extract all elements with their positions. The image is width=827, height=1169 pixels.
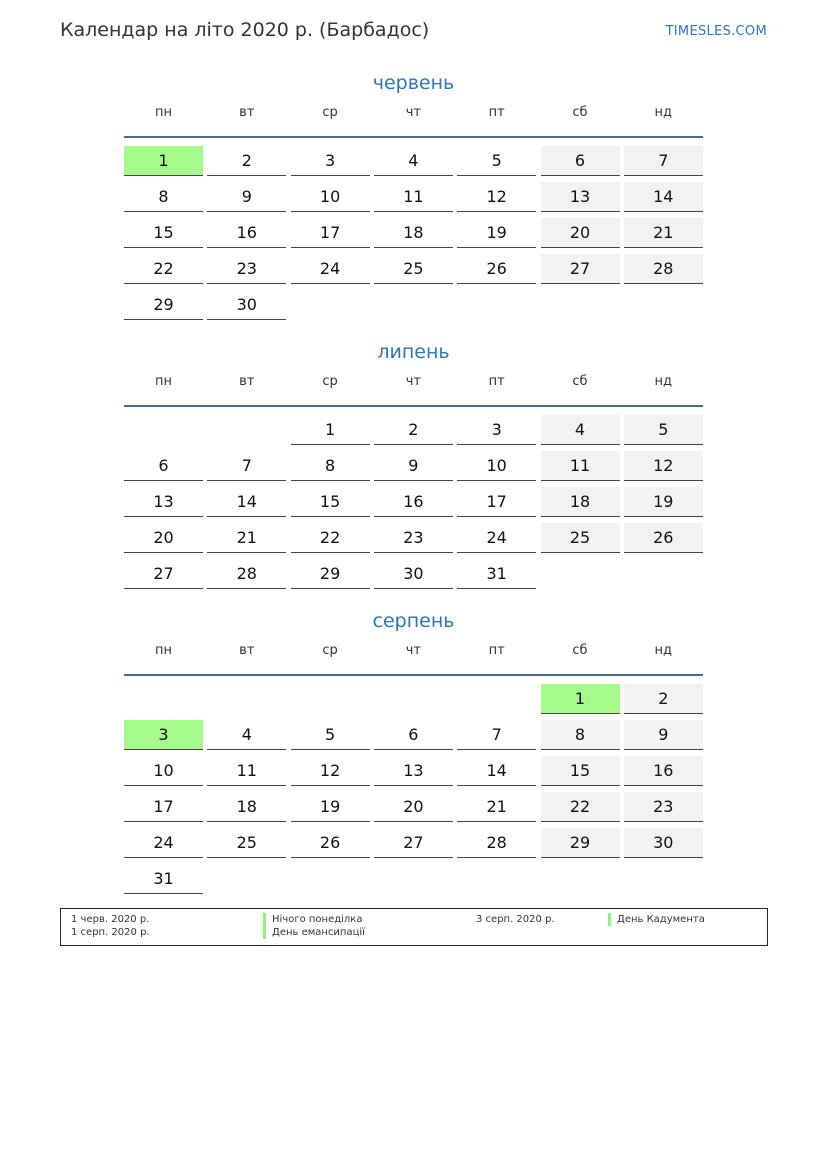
day-cell: 25 xyxy=(207,828,286,858)
day-cell: 5 xyxy=(457,146,536,176)
day-cell: 13 xyxy=(541,182,620,212)
weekday-label: вт xyxy=(239,374,255,389)
month-title: липень xyxy=(377,341,450,363)
day-cell: 18 xyxy=(207,792,286,822)
day-grid xyxy=(124,415,703,595)
legend-holiday-name: Нічого понеділка xyxy=(263,913,362,926)
day-cell: 6 xyxy=(541,146,620,176)
day-cell: 4 xyxy=(374,146,453,176)
day-cell: 9 xyxy=(207,182,286,212)
day-cell: 29 xyxy=(291,559,370,589)
weekday-label: чт xyxy=(405,105,422,120)
weekday-label: пт xyxy=(488,105,505,120)
month-3 xyxy=(124,608,703,888)
weekday-label: ср xyxy=(322,374,338,389)
day-cell: 12 xyxy=(291,756,370,786)
day-cell: 27 xyxy=(374,828,453,858)
day-cell: 4 xyxy=(207,720,286,750)
legend-date: 3 серп. 2020 р. xyxy=(476,914,555,925)
legend-entry xyxy=(61,913,767,926)
day-cell: 21 xyxy=(624,218,703,248)
day-cell: 28 xyxy=(457,828,536,858)
day-cell: 8 xyxy=(291,451,370,481)
weekday-label: нд xyxy=(654,374,673,389)
month-2 xyxy=(124,339,703,595)
day-cell: 11 xyxy=(541,451,620,481)
day-cell: 6 xyxy=(124,451,203,481)
legend-entry xyxy=(61,926,767,939)
holiday-legend xyxy=(60,908,768,946)
day-cell: 13 xyxy=(374,756,453,786)
day-cell: 15 xyxy=(541,756,620,786)
day-cell: 14 xyxy=(624,182,703,212)
weekday-label: сб xyxy=(572,374,588,389)
day-cell: 9 xyxy=(374,451,453,481)
day-cell: 16 xyxy=(374,487,453,517)
day-cell: 19 xyxy=(291,792,370,822)
day-cell: 27 xyxy=(124,559,203,589)
day-cell: 14 xyxy=(457,756,536,786)
month-title: червень xyxy=(372,72,455,94)
weekday-label: нд xyxy=(654,643,673,658)
day-cell: 16 xyxy=(624,756,703,786)
weekday-label: вт xyxy=(239,105,255,120)
holiday-day-cell: 1 xyxy=(124,146,203,176)
day-cell: 30 xyxy=(374,559,453,589)
header-rule xyxy=(124,405,703,407)
legend-holiday-name: День Кадумента xyxy=(608,913,705,926)
header-rule xyxy=(124,136,703,138)
day-cell: 2 xyxy=(207,146,286,176)
day-cell: 23 xyxy=(207,254,286,284)
day-cell: 23 xyxy=(624,792,703,822)
day-cell: 31 xyxy=(457,559,536,589)
day-cell: 7 xyxy=(207,451,286,481)
legend-date: 1 черв. 2020 р. xyxy=(71,914,150,925)
day-cell: 20 xyxy=(374,792,453,822)
day-cell: 19 xyxy=(624,487,703,517)
weekday-label: чт xyxy=(405,643,422,658)
day-cell: 15 xyxy=(124,218,203,248)
day-cell: 9 xyxy=(624,720,703,750)
weekday-label: ср xyxy=(322,643,338,658)
day-cell: 22 xyxy=(291,523,370,553)
day-cell: 17 xyxy=(457,487,536,517)
day-grid xyxy=(124,146,703,326)
day-cell: 5 xyxy=(291,720,370,750)
day-cell: 23 xyxy=(374,523,453,553)
day-cell: 28 xyxy=(624,254,703,284)
day-cell: 28 xyxy=(207,559,286,589)
day-cell: 18 xyxy=(374,218,453,248)
header-rule xyxy=(124,674,703,676)
day-cell: 3 xyxy=(291,146,370,176)
day-cell: 15 xyxy=(291,487,370,517)
day-cell: 8 xyxy=(541,720,620,750)
day-cell: 5 xyxy=(624,415,703,445)
weekday-label: сб xyxy=(572,105,588,120)
weekday-header xyxy=(124,104,703,146)
day-cell: 26 xyxy=(291,828,370,858)
day-cell: 26 xyxy=(624,523,703,553)
day-cell: 22 xyxy=(541,792,620,822)
weekday-label: пт xyxy=(488,374,505,389)
weekday-header xyxy=(124,373,703,415)
day-cell: 19 xyxy=(457,218,536,248)
day-cell: 7 xyxy=(457,720,536,750)
weekday-label: пн xyxy=(155,105,172,120)
day-cell: 21 xyxy=(457,792,536,822)
day-cell: 10 xyxy=(457,451,536,481)
day-cell: 20 xyxy=(124,523,203,553)
holiday-day-cell: 3 xyxy=(124,720,203,750)
day-cell: 14 xyxy=(207,487,286,517)
weekday-label: пн xyxy=(155,643,172,658)
day-cell: 1 xyxy=(291,415,370,445)
day-cell: 8 xyxy=(124,182,203,212)
day-cell: 2 xyxy=(374,415,453,445)
legend-holiday-name: День емансипації xyxy=(263,926,365,939)
weekday-label: нд xyxy=(654,105,673,120)
day-cell: 29 xyxy=(124,290,203,320)
day-cell: 24 xyxy=(291,254,370,284)
day-cell: 17 xyxy=(124,792,203,822)
day-cell: 22 xyxy=(124,254,203,284)
month-title: серпень xyxy=(372,610,455,632)
day-cell: 13 xyxy=(124,487,203,517)
day-cell: 16 xyxy=(207,218,286,248)
weekday-label: пт xyxy=(488,643,505,658)
day-cell: 7 xyxy=(624,146,703,176)
day-cell: 31 xyxy=(124,864,203,894)
day-cell: 27 xyxy=(541,254,620,284)
day-cell: 11 xyxy=(374,182,453,212)
day-cell: 10 xyxy=(291,182,370,212)
day-cell: 4 xyxy=(541,415,620,445)
day-cell: 11 xyxy=(207,756,286,786)
weekday-label: ср xyxy=(322,105,338,120)
day-cell: 30 xyxy=(624,828,703,858)
weekday-label: вт xyxy=(239,643,255,658)
day-cell: 2 xyxy=(624,684,703,714)
day-cell: 26 xyxy=(457,254,536,284)
month-1 xyxy=(124,70,703,326)
day-cell: 17 xyxy=(291,218,370,248)
site-link[interactable]: TIMESLES.COM xyxy=(665,24,767,39)
day-cell: 20 xyxy=(541,218,620,248)
day-cell: 18 xyxy=(541,487,620,517)
day-cell: 12 xyxy=(624,451,703,481)
day-cell: 3 xyxy=(457,415,536,445)
day-cell: 30 xyxy=(207,290,286,320)
day-cell: 25 xyxy=(374,254,453,284)
day-cell: 24 xyxy=(457,523,536,553)
weekday-header xyxy=(124,642,703,684)
day-cell: 21 xyxy=(207,523,286,553)
day-cell: 12 xyxy=(457,182,536,212)
day-cell: 6 xyxy=(374,720,453,750)
legend-date: 1 серп. 2020 р. xyxy=(71,927,150,938)
page-title: Календар на літо 2020 р. (Барбадос) xyxy=(60,19,430,41)
day-cell: 29 xyxy=(541,828,620,858)
day-cell: 24 xyxy=(124,828,203,858)
day-cell: 10 xyxy=(124,756,203,786)
holiday-day-cell: 1 xyxy=(541,684,620,714)
weekday-label: пн xyxy=(155,374,172,389)
weekday-label: чт xyxy=(405,374,422,389)
weekday-label: сб xyxy=(572,643,588,658)
day-grid xyxy=(124,684,703,888)
day-cell: 25 xyxy=(541,523,620,553)
